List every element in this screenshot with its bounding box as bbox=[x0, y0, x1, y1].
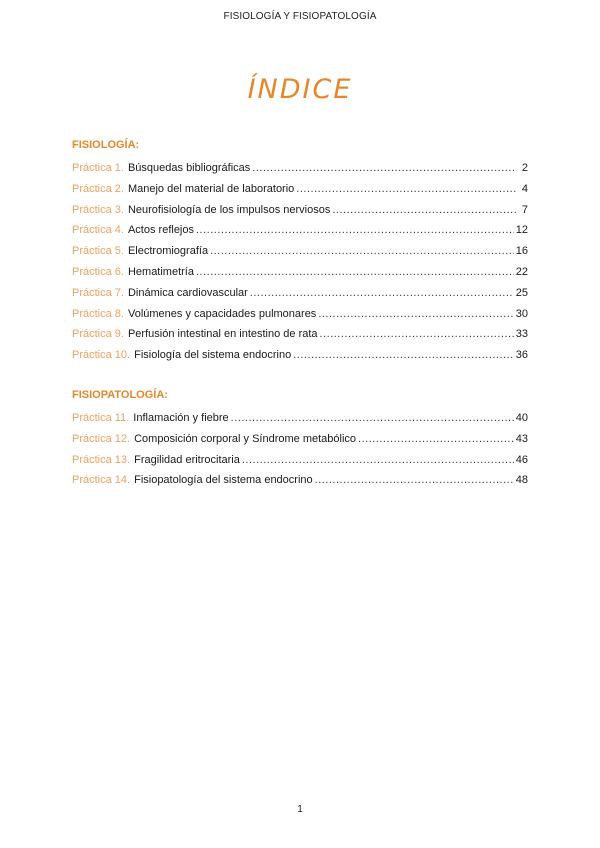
toc-entry-title: Perfusión intestinal en intestino de rata bbox=[127, 328, 318, 341]
toc-entry-title: Actos reflejos bbox=[127, 224, 194, 237]
toc-list bbox=[72, 408, 528, 491]
toc-entry-page: 12 bbox=[515, 224, 528, 237]
toc-entry[interactable] bbox=[72, 179, 528, 200]
toc-entry-title: Electromiografía bbox=[127, 245, 209, 258]
toc-entry-title: Hematimetría bbox=[127, 265, 194, 278]
toc-entry-page: 2 bbox=[521, 162, 528, 174]
dot-leader bbox=[296, 179, 516, 200]
dot-leader bbox=[210, 241, 514, 262]
toc-entry-title: Inflamación y fiebre bbox=[133, 412, 229, 424]
toc-entry[interactable] bbox=[72, 262, 528, 283]
toc-entry-page: 46 bbox=[515, 453, 528, 466]
toc-list bbox=[72, 158, 528, 366]
toc-entry-title: Composición corporal y Síndrome metabólico bbox=[134, 432, 357, 445]
dot-leader bbox=[320, 324, 514, 345]
toc-entry-number: Práctica 12. bbox=[72, 432, 131, 445]
toc-entry[interactable] bbox=[72, 429, 528, 450]
toc-entry[interactable] bbox=[72, 158, 528, 179]
toc-entry-number: Práctica 2. bbox=[72, 182, 124, 195]
toc-entry-title: Volúmenes y capacidades pulmonares bbox=[127, 307, 317, 320]
toc-entry-title: Dinámica cardiovascular bbox=[127, 286, 248, 299]
section-heading: FISIOLOGÍA: bbox=[72, 139, 140, 151]
toc-entry-number: Práctica 5. bbox=[72, 245, 124, 258]
dot-leader bbox=[293, 345, 514, 366]
toc-entry-page: 7 bbox=[521, 203, 528, 216]
toc-entry-page: 25 bbox=[515, 286, 528, 299]
page-title: ÍNDICE bbox=[247, 74, 353, 105]
toc-entry[interactable] bbox=[72, 324, 528, 345]
toc-entry-page: 30 bbox=[515, 307, 528, 320]
toc-entry-number: Práctica 14. bbox=[72, 474, 131, 487]
dot-leader bbox=[196, 220, 514, 241]
toc-section-fisiopatologia bbox=[72, 388, 528, 491]
dot-leader bbox=[242, 450, 514, 471]
section-heading: FISIOPATOLOGÍA: bbox=[72, 389, 168, 401]
toc-entry-title: Neurofisiología de los impulsos nerviosos bbox=[127, 203, 331, 216]
toc-entry[interactable] bbox=[72, 220, 528, 241]
toc-entry-number: Práctica 3. bbox=[72, 203, 124, 216]
toc-entry-number: Práctica 1. bbox=[72, 162, 124, 174]
dot-leader bbox=[250, 283, 514, 304]
dot-leader bbox=[252, 158, 516, 179]
toc-entry[interactable] bbox=[72, 345, 528, 366]
toc-entry[interactable] bbox=[72, 304, 528, 325]
toc-entry-title: Fisiología del sistema endocrino bbox=[134, 349, 292, 362]
dot-leader bbox=[332, 200, 516, 221]
toc-entry[interactable] bbox=[72, 408, 528, 429]
toc-entry[interactable] bbox=[72, 283, 528, 304]
dot-leader bbox=[358, 429, 514, 450]
toc-entry-number: Práctica 8. bbox=[72, 307, 124, 320]
toc-entry[interactable] bbox=[72, 241, 528, 262]
toc-entry[interactable] bbox=[72, 450, 528, 471]
toc-entry-page: 43 bbox=[515, 432, 528, 445]
toc-entry-page: 33 bbox=[515, 328, 528, 341]
toc-entry-page: 22 bbox=[515, 265, 528, 278]
running-header: FISIOLOGÍA Y FISIOPATOLOGÍA bbox=[223, 11, 377, 22]
toc-entry[interactable] bbox=[72, 470, 528, 491]
toc-entry-title: Fisiopatología del sistema endocrino bbox=[134, 474, 313, 487]
toc-entry-number: Práctica 9. bbox=[72, 328, 124, 341]
toc-entry-number: Práctica 7. bbox=[72, 286, 124, 299]
dot-leader bbox=[196, 262, 514, 283]
toc-entry-title: Fragilidad eritrocitaria bbox=[134, 453, 240, 466]
toc-entry[interactable] bbox=[72, 200, 528, 221]
toc-entry-page: 40 bbox=[515, 412, 528, 424]
toc-entry-number: Práctica 11. bbox=[72, 412, 130, 424]
dot-leader bbox=[318, 304, 513, 325]
toc-entry-page: 48 bbox=[515, 474, 528, 487]
toc-section-fisiologia bbox=[72, 138, 528, 366]
toc-entry-page: 36 bbox=[515, 349, 528, 362]
toc-entry-title: Manejo del material de laboratorio bbox=[127, 182, 295, 195]
dot-leader bbox=[231, 408, 514, 429]
toc-entry-number: Práctica 6. bbox=[72, 265, 124, 278]
toc-entry-page: 4 bbox=[521, 182, 528, 195]
page-number: 1 bbox=[297, 804, 303, 815]
toc-entry-number: Práctica 10. bbox=[72, 349, 131, 362]
dot-leader bbox=[315, 470, 514, 491]
toc-entry-page: 16 bbox=[515, 245, 528, 258]
toc-entry-title: Búsquedas bibliográficas bbox=[127, 162, 251, 174]
toc-entry-number: Práctica 13. bbox=[72, 453, 131, 466]
toc-entry-number: Práctica 4. bbox=[72, 224, 124, 237]
